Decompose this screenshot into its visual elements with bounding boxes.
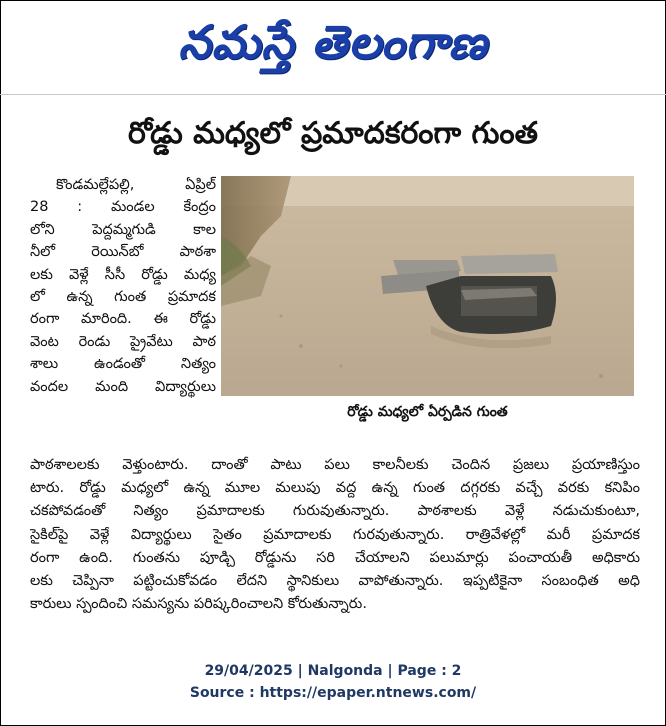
lead-line: వందల మంది విద్యార్థులు bbox=[30, 378, 216, 395]
lead-line: లోని పెద్దమ్మగుడి కాల bbox=[30, 221, 216, 238]
photo-caption: రోడ్డు మధ్యలో ఏర్పడిన గుంత bbox=[347, 404, 508, 420]
body-line: కారులు స్పందించి సమస్యను పరిష్కరించాలని కోరుతున్నారు. bbox=[30, 596, 367, 613]
article-lead-column bbox=[30, 174, 216, 398]
article-headline: రోడ్డు మధ్యలో ప్రమాదకరంగా గుంత bbox=[128, 116, 538, 151]
pothole-photo-illustration bbox=[221, 176, 634, 396]
article-body bbox=[30, 454, 640, 616]
body-line: టారు. రోడ్డు మధ్యలో ఉన్న మూల మలుపు వద్ద ఉన్న గుంత దగ్గరకు వచ్చే వరకు కనిపిం bbox=[30, 480, 640, 497]
body-line: పాఠశాలలకు వెళ్తుంటారు. దాంతో పాటు పలు కాలనీలకు చెందిన ప్రజలు ప్రయాణిస్తుం bbox=[30, 457, 640, 473]
edition-date-line: 29/04/2025 | Nalgonda | Page : 2 bbox=[204, 663, 462, 679]
lead-line: కొండమల్లేపల్లి, ఏప్రిల్ bbox=[56, 177, 216, 193]
lead-line: శాలు ఉండంతో నిత్యం bbox=[30, 356, 216, 373]
article-photo bbox=[221, 176, 634, 396]
newspaper-masthead: నమస్తే తెలంగాణ bbox=[178, 15, 488, 69]
lead-line: నీలో రెయిన్‌బో పాఠశా bbox=[30, 244, 216, 261]
lead-line: రంగా మారింది. ఈ రోడ్డు bbox=[30, 311, 216, 328]
lead-line: వెంట రెండు ప్రైవేటు పాఠ bbox=[30, 333, 216, 350]
lead-line: లకు వెళ్లే సీసీ రోడ్డు మధ్య bbox=[30, 266, 216, 283]
body-line: లకు చెప్పినా పట్టించుకోవడం లేదని స్థానికులు వాపోతున్నారు. ఇప్పటికైనా సంబంధిత అధి bbox=[30, 573, 640, 590]
lead-line: 28 : మండల కేంద్రం bbox=[30, 199, 216, 216]
body-line: చకపోవడంతో నిత్యం ప్రమాదాలకు గురువుతున్నారు. పాఠశాలకు వెళ్లే నడుచుకుంటూ, bbox=[30, 503, 640, 520]
page-footer bbox=[0, 660, 666, 704]
body-line: సైకిల్‌పై వెళ్లే విద్యార్థులు సైతం ప్రమాదాలకు గురవుతున్నారు. రాత్రివేళల్లో మరీ ప్రమాదక bbox=[30, 526, 640, 543]
source-line: Source : https://epaper.ntnews.com/ bbox=[189, 685, 477, 701]
body-line: రంగా ఉంది. గుంతను పూడ్చి రోడ్డును సరి చేయాలని పలుమార్లు పంచాయతీ అధికారు bbox=[30, 549, 640, 566]
lead-line: లో ఉన్న గుంత ప్రమాదక bbox=[30, 289, 216, 306]
masthead-divider bbox=[0, 94, 666, 95]
